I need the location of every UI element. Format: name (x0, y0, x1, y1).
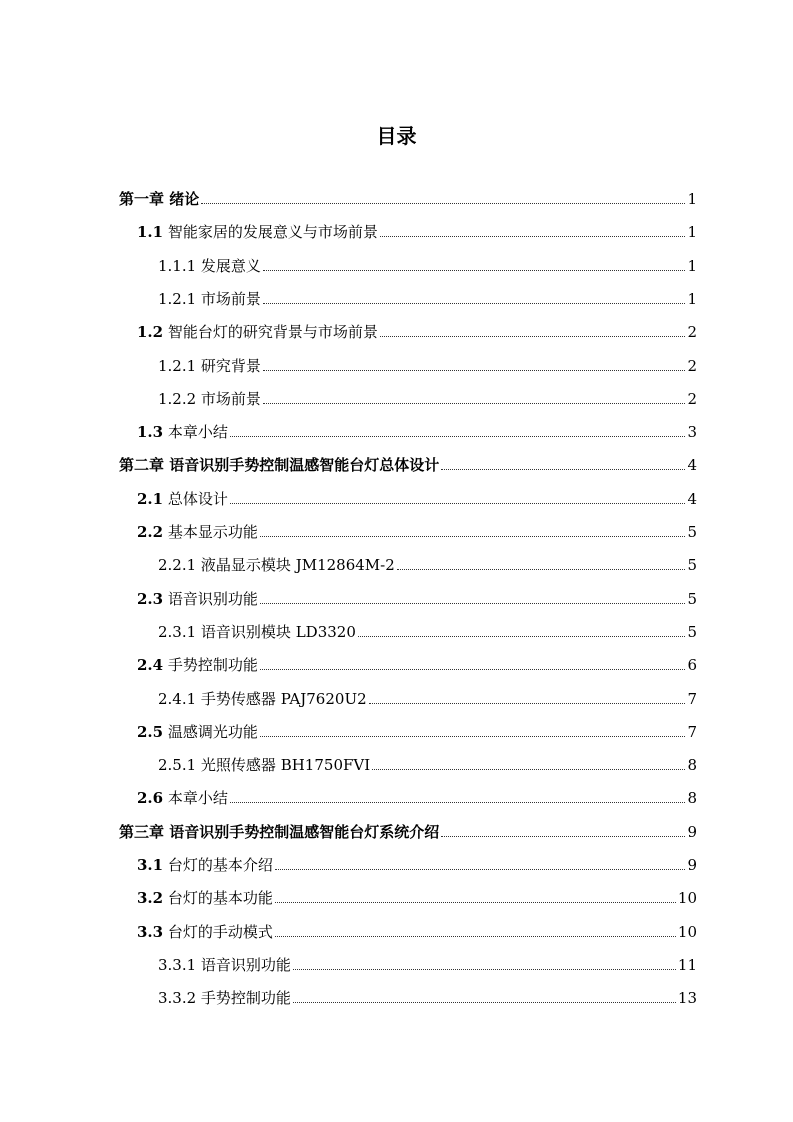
toc-entry-number: 1.3 (137, 423, 164, 442)
dot-leader (380, 336, 686, 337)
toc-entry-number: 3.3 (137, 922, 164, 941)
toc-page-number: 5 (687, 589, 697, 608)
toc-entry-text: 1.2.2 市场前景 (158, 389, 261, 408)
toc-page-number: 5 (687, 622, 697, 641)
dot-leader (380, 236, 686, 237)
toc-entry-label (137, 522, 258, 542)
toc-page-number: 8 (687, 756, 697, 775)
toc-entry-text: 1.2.1 市场前景 (158, 289, 261, 308)
dot-leader (260, 603, 686, 604)
toc-entry-text: 智能台灯的研究背景与市场前景 (163, 323, 378, 342)
toc-entry-label (158, 988, 291, 1008)
toc-entry[interactable] (158, 942, 697, 975)
dot-leader (263, 270, 686, 271)
toc-entry-text: 2.5.1 光照传感器 BH1750FVI (158, 756, 371, 775)
toc-entry-label (158, 389, 261, 409)
toc-entry[interactable] (119, 809, 697, 842)
toc-entry[interactable] (137, 842, 697, 875)
dot-leader (397, 569, 686, 570)
dot-leader (293, 1002, 676, 1003)
toc-page-number: 1 (687, 223, 697, 242)
dot-leader (201, 203, 685, 204)
toc-entry[interactable] (137, 775, 697, 808)
toc-page-number: 1 (687, 256, 697, 275)
toc-page-number: 2 (687, 389, 697, 408)
toc-entry-label (137, 222, 378, 242)
toc-entry[interactable] (158, 676, 697, 709)
toc-page-number: 4 (687, 456, 697, 475)
toc-entry-label (137, 322, 378, 342)
dot-leader (263, 303, 686, 304)
toc-entry-label (137, 422, 228, 442)
toc-entry[interactable] (137, 909, 697, 942)
toc-entry[interactable] (137, 509, 697, 542)
toc-entry[interactable] (137, 209, 697, 242)
toc-entry-label (158, 356, 261, 376)
toc-entry-text: 1.2.1 研究背景 (158, 356, 261, 375)
dot-leader (369, 703, 686, 704)
dot-leader (358, 636, 686, 637)
toc-entry[interactable] (158, 276, 697, 309)
toc-entry-number: 2.2 (137, 523, 164, 541)
dot-leader (260, 536, 686, 537)
toc-page-number: 11 (677, 955, 697, 974)
toc-entry[interactable] (119, 442, 697, 475)
dot-leader (293, 969, 676, 970)
toc-entry-number: 2.6 (137, 789, 164, 808)
toc-entry[interactable] (137, 409, 697, 442)
toc-entry[interactable] (158, 376, 697, 409)
toc-page-number: 4 (687, 489, 697, 508)
toc-entry-number: 2.5 (137, 722, 164, 741)
toc-entry-text: 1.1.1 发展意义 (158, 256, 261, 275)
toc-entry-number: 2.1 (137, 489, 164, 508)
toc-entry-text: 基本显示功能 (163, 523, 258, 541)
toc-entry-label (137, 888, 273, 908)
toc-entry-text: 3.3.2 手势控制功能 (158, 989, 291, 1008)
toc-entry-text: 手势控制功能 (163, 656, 258, 675)
toc-entry-label (137, 855, 273, 875)
toc-entry-label (158, 955, 291, 975)
toc-page-number: 7 (687, 689, 697, 708)
dot-leader (260, 669, 686, 670)
toc-entry-text: 台灯的手动模式 (163, 922, 273, 941)
toc-entry-text: 2.2.1 液晶显示模块 JM12864M-2 (158, 556, 395, 575)
toc-entry-text: 语音识别功能 (163, 589, 258, 608)
toc-entry-label (119, 455, 439, 475)
toc-entry-text: 本章小结 (163, 423, 228, 442)
toc-entry-number: 2.3 (137, 589, 164, 608)
toc-entry-label (137, 922, 273, 942)
toc-entry[interactable] (158, 542, 697, 575)
dot-leader (230, 436, 686, 437)
toc-page-number: 1 (687, 289, 697, 308)
toc-entry-label (119, 822, 439, 842)
toc-entry-text: 本章小结 (163, 789, 228, 808)
toc-entry-label (158, 689, 367, 709)
toc-page-number: 5 (687, 523, 697, 541)
dot-leader (230, 503, 686, 504)
toc-page-number: 9 (687, 856, 697, 874)
toc-page-number: 9 (687, 822, 697, 841)
toc-page-number: 10 (677, 922, 697, 941)
toc-entry-label (158, 289, 261, 309)
toc-page-number: 7 (687, 722, 697, 741)
toc-page-number: 8 (687, 789, 697, 808)
toc-entry[interactable] (158, 975, 697, 1008)
toc-page-number: 5 (687, 556, 697, 575)
toc-page-number: 3 (687, 423, 697, 442)
dot-leader (263, 403, 686, 404)
toc-entry-label (137, 722, 258, 742)
toc-entry[interactable] (137, 309, 697, 342)
toc-entry[interactable] (137, 642, 697, 675)
toc-entry-label (137, 489, 228, 509)
toc-entry[interactable] (158, 243, 697, 276)
toc-entry[interactable] (137, 709, 697, 742)
toc-entry[interactable] (158, 609, 697, 642)
toc-page-number: 13 (677, 989, 697, 1008)
dot-leader (230, 802, 686, 803)
toc-entry-text: 2.4.1 手势传感器 PAJ7620U2 (158, 689, 367, 708)
toc-page-number: 2 (687, 323, 697, 342)
toc-entry-number: 3.1 (137, 856, 164, 874)
toc-entry-label (137, 589, 258, 609)
toc-page-number: 2 (687, 356, 697, 375)
toc-entry-label (137, 788, 228, 808)
toc-entry[interactable] (158, 742, 697, 775)
toc-entry[interactable] (137, 576, 697, 609)
toc-entry[interactable] (137, 476, 697, 509)
toc-entry-text: 第二章 语音识别手势控制温感智能台灯总体设计 (119, 456, 440, 475)
toc-entry-text: 智能家居的发展意义与市场前景 (163, 223, 378, 242)
dot-leader (275, 869, 686, 870)
toc-entry-label (158, 256, 261, 276)
toc-entry-label (158, 555, 395, 575)
toc-entry-text: 总体设计 (163, 489, 228, 508)
dot-leader (275, 936, 676, 937)
toc-page-number: 6 (687, 656, 697, 675)
toc-entry-text: 台灯的基本功能 (163, 889, 273, 908)
dot-leader (372, 769, 685, 770)
toc-entry[interactable] (137, 875, 697, 908)
dot-leader (275, 902, 676, 903)
dot-leader (260, 736, 686, 737)
dot-leader (441, 836, 685, 837)
toc-entry-text: 温感调光功能 (163, 722, 258, 741)
toc-title: 目录 (376, 124, 417, 148)
toc-entry[interactable] (158, 343, 697, 376)
toc-entry-label (137, 655, 258, 675)
toc-entry-text: 第一章 绪论 (119, 190, 200, 208)
toc-entry[interactable] (119, 176, 697, 209)
toc-entry-number: 1.1 (137, 223, 164, 242)
toc-entry-text: 台灯的基本介绍 (163, 856, 273, 874)
dot-leader (263, 370, 686, 371)
toc-entry-number: 3.2 (137, 889, 164, 908)
toc-entry-number: 2.4 (137, 656, 164, 675)
toc-entry-number: 1.2 (137, 323, 164, 342)
toc-page-number: 10 (677, 889, 697, 908)
toc-entry-text: 3.3.1 语音识别功能 (158, 955, 291, 974)
dot-leader (441, 469, 685, 470)
toc-entry-label (158, 622, 356, 642)
toc-entry-label (119, 189, 199, 209)
toc-entry-text: 2.3.1 语音识别模块 LD3320 (158, 622, 356, 641)
toc-page-number: 1 (687, 190, 697, 208)
toc-entry-label (158, 755, 370, 775)
toc-entry-text: 第三章 语音识别手势控制温感智能台灯系统介绍 (119, 822, 440, 841)
